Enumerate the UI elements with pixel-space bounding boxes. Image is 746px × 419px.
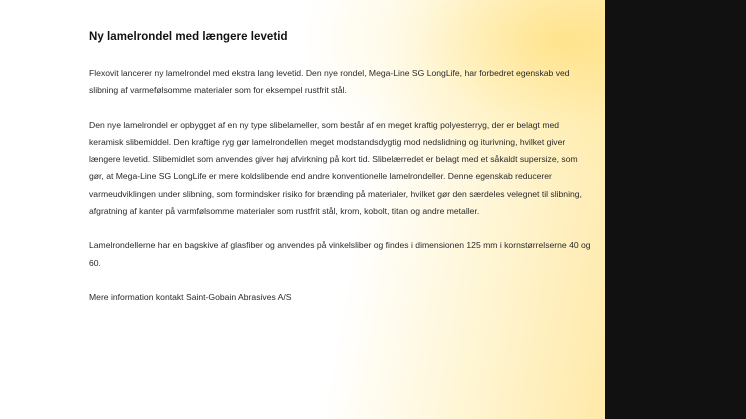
article-paragraph-dimensions: Lamelrondellerne har en bagskive af glasfiber og anvendes på vinkelsliber og findes i dimensionen 125 mm i kornstørrelserne 40 og 60. [89,240,591,268]
article-paragraph-intro: Flexovit lancerer ny lamelrondel med ekstra lang levetid. Den nye rondel, Mega-Line SG LongLife, har forbedret egenskab ved slibning af varmefølsomme materialer som for eksempel rustfrit stål. [89,68,570,96]
side-panel [605,0,746,419]
article-paragraph-construction: Den nye lamelrondel er opbygget af en ny type slibelameller, som består af en meget kraftig polyesterryg, der er belagt med keramisk slibemiddel. Den kraftige ryg gør lamelrondellen meget modstandsdygtig mod nedslidning og iturivning, hvilket giver længere levetid. Slibemidlet som anvendes giver høj afvirkning på kort tid. Slibelærredet er belagt med et såkaldt supersize, som gør, at Mega-Line SG LongLife er mere koldslibende end andre konventionelle lamelrondeller. Denne egenskab reducerer varmeudviklingen under slibning, som formindsker risiko for brænding på materialer, hvilket gør den særdeles velegnet til slibning, afgratning af kanter på varmfølsomme materialer som rustfrit stål, krom, kobolt, titan og andre metaller. [89,119,582,217]
article [89,31,594,323]
article-paragraph-contact: Mere information kontakt Saint-Gobain Abrasives A/S [89,291,292,302]
article-title: Ny lamelrondel med længere levetid [89,31,288,43]
